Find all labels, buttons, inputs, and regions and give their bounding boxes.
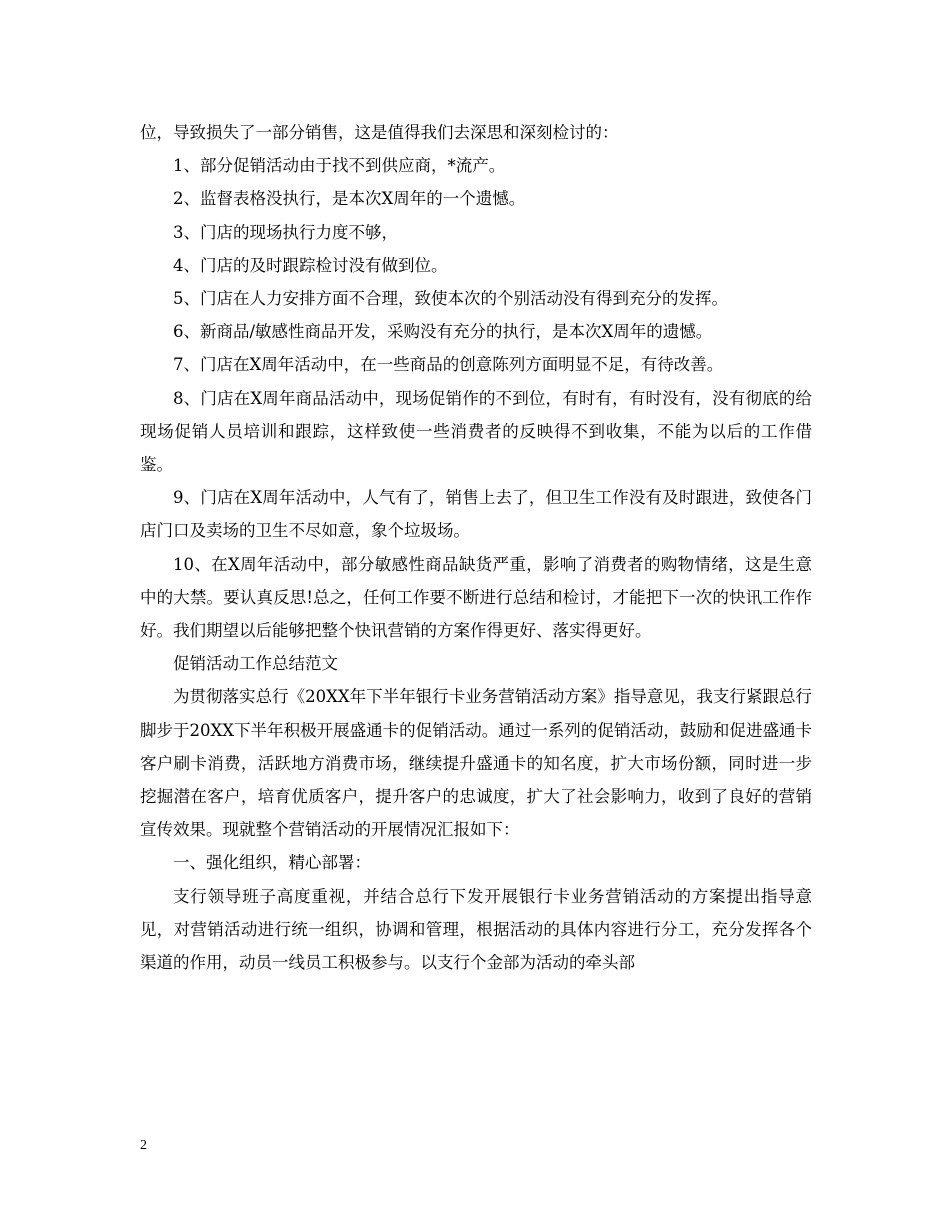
page-number: 2 bbox=[140, 1138, 147, 1153]
list-item: 4、门店的及时跟踪检讨没有做到位。 bbox=[173, 255, 448, 275]
paragraph: 支行领导班子高度重视，并结合总行下发开展银行卡业务营销活动的方案提出指导意见，对营销活动进行统一组织，协调和管理，根据活动的具体内容进行分工，充分发挥各个渠道的作用，动员一线员工积极参与。以支行个金部为活动的牵头部 bbox=[140, 886, 812, 973]
list-item: 7、门店在X周年活动中，在一些商品的创意陈列方面明显不足，有待改善。 bbox=[173, 355, 724, 375]
list-item: 9、门店在X周年活动中，人气有了，销售上去了，但卫生工作没有及时跟进，致使各门店门口及卖场的卫生不尽如意，象个垃圾场。 bbox=[140, 488, 812, 541]
list-item: 8、门店在X周年商品活动中，现场促销作的不到位，有时有，有时没有，没有彻底的给现场促销人员培训和跟踪，这样致使一些消费者的反映得不到收集，不能为以后的工作借鉴。 bbox=[140, 388, 812, 475]
list-item: 1、部分促销活动由于找不到供应商，*流产。 bbox=[173, 156, 506, 176]
list-item: 5、门店在人力安排方面不合理，致使本次的个别活动没有得到充分的发挥。 bbox=[173, 289, 728, 309]
list-item: 3、门店的现场执行力度不够， bbox=[173, 222, 398, 242]
list-item: 10、在X周年活动中，部分敏感性商品缺货严重，影响了消费者的购物情绪，这是生意中的大禁。要认真反思!总之，任何工作要不断进行总结和检讨，才能把下一次的快讯工作作好。我们期望以后能够把整个快讯营销的方案作得更好、落实得更好。 bbox=[140, 554, 812, 641]
paragraph: 为贯彻落实总行《20XX年下半年银行卡业务营销活动方案》指导意见，我支行紧跟总行脚步于20XX下半年积极开展盛通卡的促销活动。通过一系列的促销活动，鼓励和促进盛通卡客户刷卡消费，活跃地方消费市场，继续提升盛通卡的知名度，扩大市场份额，同时进一步挖掘潜在客户，培育优质客户，提升客户的忠诚度，扩大了社会影响力，收到了良好的营销宣传效果。现就整个营销活动的开展情况汇报如下： bbox=[140, 687, 812, 840]
list-item: 2、监督表格没执行，是本次X周年的一个遗憾。 bbox=[173, 189, 526, 209]
list-item: 6、新商品/敏感性商品开发，采购没有充分的执行，是本次X周年的遗憾。 bbox=[173, 322, 713, 342]
paragraph: 位，导致损失了一部分销售，这是值得我们去深思和深刻检讨的： bbox=[140, 123, 619, 142]
section-heading: 一、强化组织，精心部署： bbox=[173, 853, 371, 873]
document-body bbox=[140, 116, 812, 979]
section-heading: 促销活动工作总结范文 bbox=[173, 654, 338, 674]
